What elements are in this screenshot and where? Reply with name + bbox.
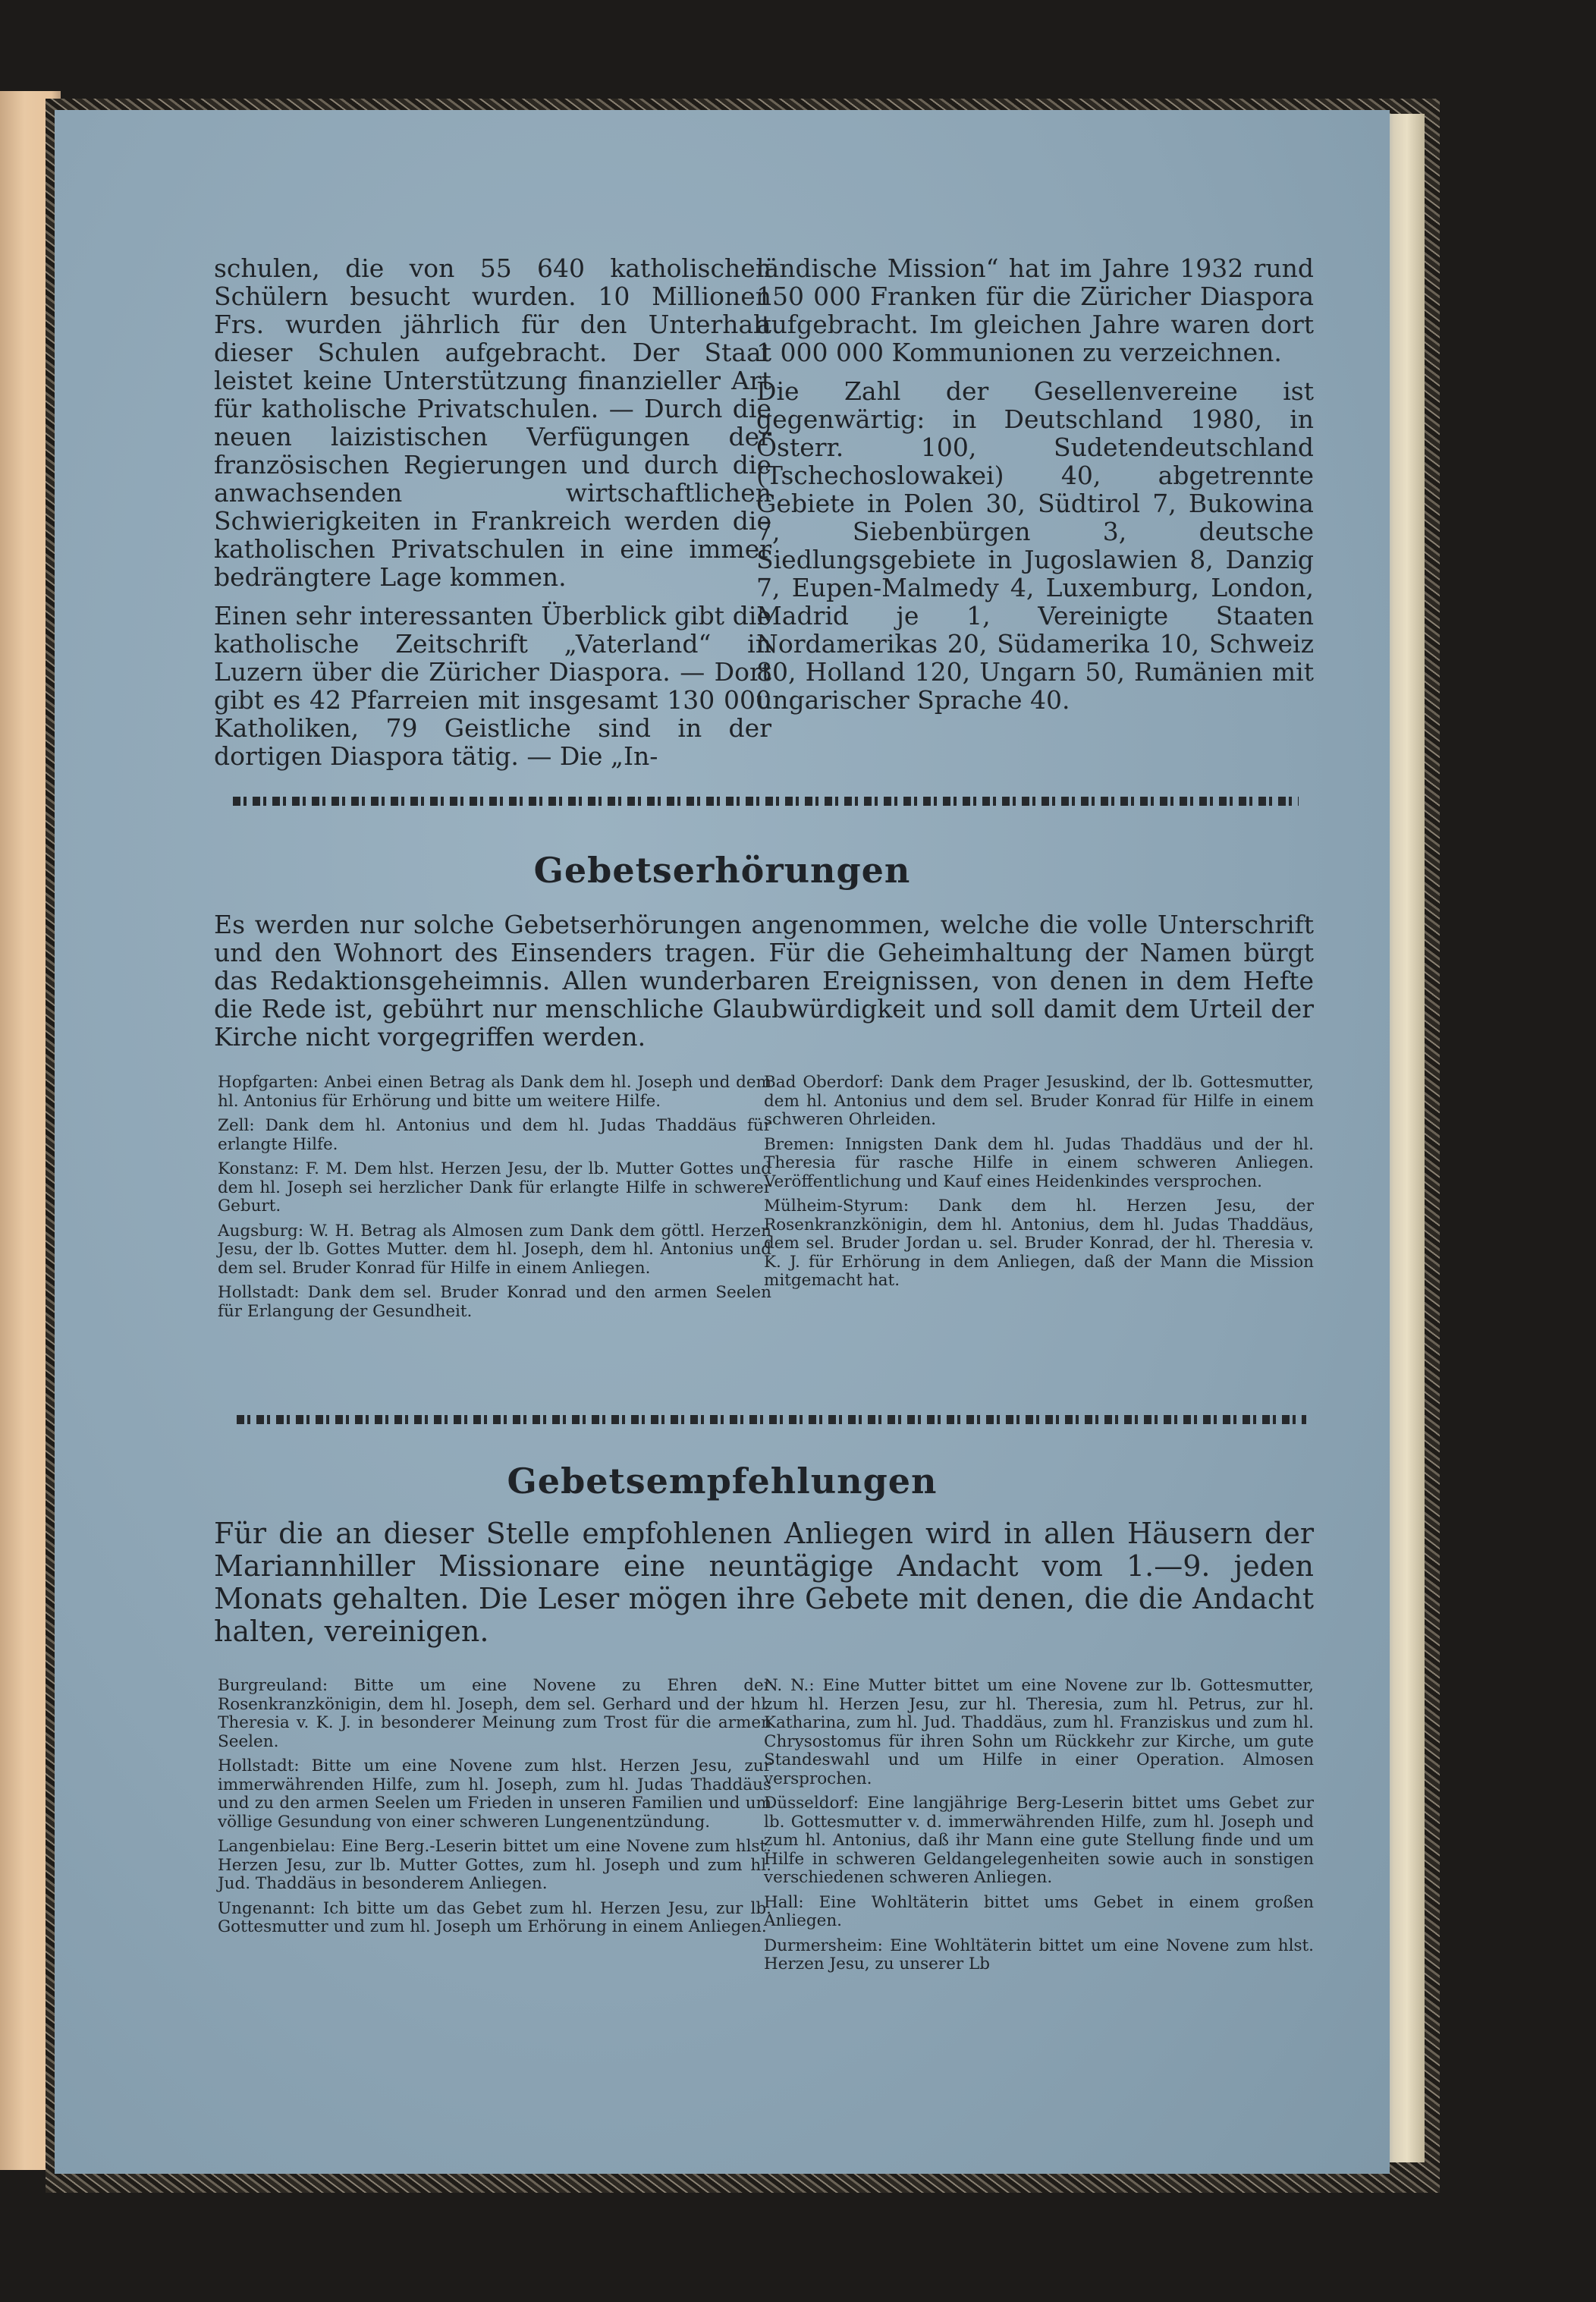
list-item: Hollstadt: Bitte um eine Novene zum hlst. Herzen Jesu, zur immerwährenden Hilfe, zum hl. Joseph, zum hl. Judas Thaddäus und zu den armen Seelen um Frieden in unseren Familien und um völlige Gesundung von einer schweren Lungenentzündung. <box>218 1756 771 1832</box>
list-item: Burgreuland: Bitte um eine Novene zu Ehren der Rosenkranzkönigin, dem hl. Joseph, dem sel. Gerhard und der hl. Theresia v. K. J. in besonderer Meinung zum Trost für die armen Seelen. <box>218 1676 771 1751</box>
section-title: Gebetserhörungen <box>533 850 911 891</box>
top-left-column <box>214 254 771 770</box>
section1-left-column <box>218 1074 771 1327</box>
list-item: N. N.: Eine Mutter bittet um eine Novene zur lb. Gottesmutter, zum hl. Herzen Jesu, zur hl. Theresia, zum hl. Petrus, zur hl. Katharina, zum hl. Jud. Thaddäus, zum hl. Franziskus und zum hl. Chrysostomus für ihren Sohn um Rückkehr zur Kirche, um gute Standeswahl und um Hilfe in einer Operation. Almosen versprochen. <box>764 1676 1314 1788</box>
list-item: Mülheim-Styrum: Dank dem hl. Herzen Jesu, der Rosenkranzkönigin, dem hl. Antonius, dem hl. Judas Thaddäus, dem sel. Bruder Jordan u. sel. Bruder Konrad, der hl. Theresia v. K. J. für Erhörung in dem Anliegen, daß der Mann die Mission mitgemacht hat. <box>764 1197 1314 1290</box>
list-item: Augsburg: W. H. Betrag als Almosen zum Dank dem göttl. Herzen Jesu, der lb. Gottes Mutter. dem hl. Joseph, dem hl. Antonius und dem sel. Bruder Konrad für Hilfe in einem Anliegen. <box>218 1221 771 1278</box>
section2-right-column <box>764 1677 1314 1980</box>
list-item: Konstanz: F. M. Dem hlst. Herzen Jesu, der lb. Mutter Gottes und dem hl. Joseph sei herzlicher Dank für erlangte Hilfe in schwerer Geburt. <box>218 1159 771 1215</box>
paragraph: Die Zahl der Gesellenvereine ist gegenwärtig: in Deutschland 1980, in Österr. 100, Sudetendeutschland (Tschechoslowakei) 40, abgetrennte Gebiete in Polen 30, Südtirol 7, Bukowina 7, Siebenbürgen 3, deutsche Siedlungsgebiete in Jugoslawien 8, Danzig 7, Eupen-Malmedy 4, Luxemburg, London, Madrid je 1, Vereinigte Staaten Nordamerikas 20, Südamerika 10, Schweiz 80, Holland 120, Ungarn 50, Rumänien mit ungarischer Sprache 40. <box>756 376 1314 715</box>
list-item: Hollstadt: Dank dem sel. Bruder Konrad und den armen Seelen für Erlangung der Gesundheit. <box>218 1283 771 1321</box>
list-item: Düsseldorf: Eine langjährige Berg-Leserin bittet ums Gebet zur lb. Gottesmutter v. d. immerwährenden Hilfe, zum hl. Joseph und zum hl. Antonius, daß ihr Mann eine gute Stellung finde und um Hilfe in schweren Geldangelegenheiten sowie auch in sonstigen verschiedenen schweren Anliegen. <box>764 1794 1314 1887</box>
section1-right-column <box>764 1074 1314 1297</box>
section-intro: Für die an dieser Stelle empfohlenen Anliegen wird in allen Häusern der Mariannhiller Missionare eine neuntägige Andacht vom 1.—9. jeden Monats gehalten. Die Leser mögen ihre Gebete mit denen, die die Andacht halten, vereinigen. <box>214 1517 1314 1648</box>
list-item: Bremen: Innigsten Dank dem hl. Judas Thaddäus und der hl. Theresia für rasche Hilfe in einem schweren Anliegen. Veröffentlichung und Kauf eines Heidenkindes versprochen. <box>764 1134 1314 1191</box>
section-intro: Es werden nur solche Gebetserhörungen angenommen, welche die volle Unterschrift und den Wohnort des Einsenders tragen. Für die Geheimhaltung der Namen bürgt das Redaktionsgeheimnis. Allen wunderbaren Ereignissen, von denen in dem Hefte die Rede ist, gebührt nur menschliche Glaubwürdigkeit und soll damit dem Urteil der Kirche nicht vorgegriffen werden. <box>214 910 1314 1052</box>
list-item: Hopfgarten: Anbei einen Betrag als Dank dem hl. Joseph und dem hl. Antonius für Erhörung und bitte um weitere Hilfe. <box>218 1073 771 1111</box>
list-item: Langenbielau: Eine Berg.-Leserin bittet um eine Novene zum hlst. Herzen Jesu, zur lb. Mutter Gottes, zum hl. Joseph und zum hl. Jud. Thaddäus in besonderem Anliegen. <box>218 1837 771 1893</box>
list-item: Hall: Eine Wohltäterin bittet ums Gebet in einem großen Anliegen. <box>764 1892 1314 1930</box>
list-item: Bad Oberdorf: Dank dem Prager Jesuskind, der lb. Gottesmutter, dem hl. Antonius und dem sel. Bruder Konrad für Hilfe in einem schweren Ohrleiden. <box>764 1073 1314 1129</box>
top-right-column <box>756 254 1314 714</box>
list-item: Zell: Dank dem hl. Antonius und dem hl. Judas Thaddäus für erlangte Hilfe. <box>218 1116 771 1154</box>
paragraph: Einen sehr interessanten Überblick gibt die katholische Zeitschrift „Vaterland“ in Luzern über die Züricher Diaspora. — Dort gibt es 42 Pfarreien mit insgesamt 130 000 Katholiken, 79 Geistliche sind in der dortigen Diaspora tätig. — Die „In- <box>214 601 771 771</box>
paragraph: ländische Mission“ hat im Jahre 1932 rund 150 000 Franken für die Züricher Diaspora aufgebracht. Im gleichen Jahre waren dort 1 000 000 Kommunionen zu verzeichnen. <box>756 253 1314 367</box>
book-page <box>55 110 1390 2174</box>
ornament-divider <box>237 1415 1306 1424</box>
paragraph: schulen, die von 55 640 katholischen Schülern besucht wurden. 10 Millionen Frs. wurden jährlich für den Unterhalt dieser Schulen aufgebracht. Der Staat leistet keine Unterstützung finanzieller Art für katholische Privatschulen. — Durch die neuen laizistischen Verfügungen der französischen Regierungen und durch die anwachsenden wirtschaftlichen Schwierigkeiten in Frankreich werden die katholischen Privatschulen in eine immer bedrängtere Lage kommen. <box>214 253 771 592</box>
section-title: Gebetsempfehlungen <box>507 1461 938 1502</box>
list-item: Ungenannt: Ich bitte um das Gebet zum hl. Herzen Jesu, zur lb. Gottesmutter und zum hl. Joseph um Erhörung in einem Anliegen. <box>218 1898 771 1936</box>
section2-left-column <box>218 1677 771 1943</box>
list-item: Durmersheim: Eine Wohltäterin bittet um eine Novene zum hlst. Herzen Jesu, zu unserer Lb <box>764 1936 1314 1973</box>
ornament-divider <box>233 797 1299 806</box>
